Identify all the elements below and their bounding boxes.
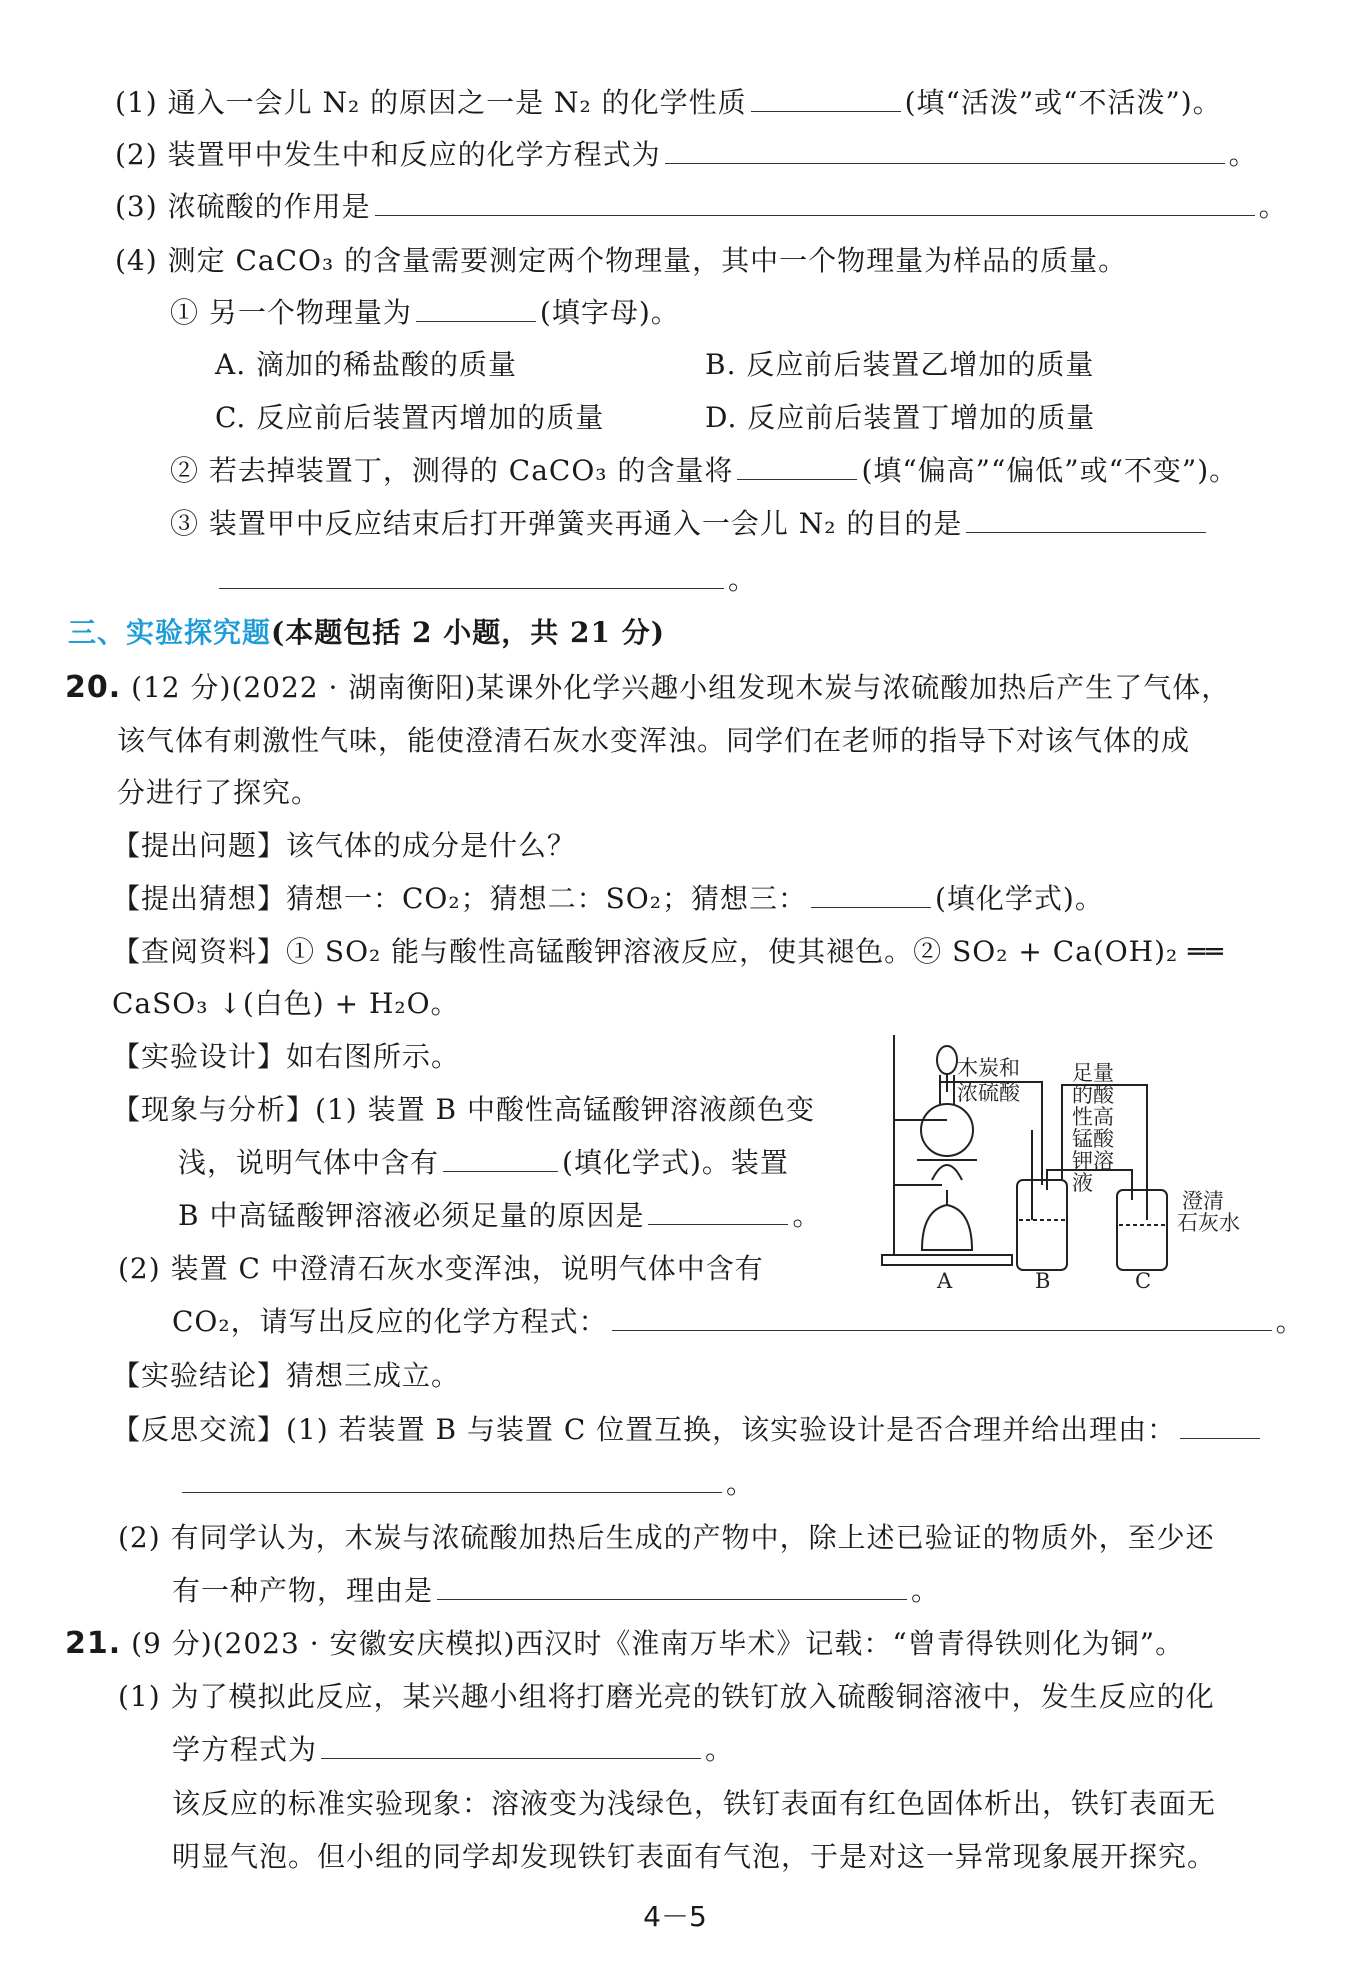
q21-line-3	[172, 1730, 734, 1770]
q4-2-tail: (填“偏高”“偏低”或“不变”)。	[861, 454, 1239, 487]
q20-reflect-3-line	[172, 1571, 940, 1611]
q20-line-2: 该气体有刺激性气味，能使澄清石灰水变浑浊。同学们在老师的指导下对该气体的成	[117, 724, 1191, 757]
q21-line-1	[65, 1624, 1184, 1664]
q3-text: (3) 浓硫酸的作用是	[115, 190, 371, 223]
reagent-2-4: 钾溶	[1072, 1149, 1114, 1173]
q20-reflect-3: 有一种产物，理由是	[172, 1574, 434, 1607]
reagent-2-2: 性高	[1072, 1105, 1114, 1129]
q20-reflect-1-cont	[178, 1464, 755, 1504]
q20-phen-5-period: 。	[1275, 1305, 1305, 1338]
alcohol-lamp	[922, 1205, 972, 1250]
page-number: 4－5	[643, 1900, 707, 1933]
q2-text: (2) 装置甲中发生中和反应的化学方程式为	[115, 138, 661, 171]
q2-period: 。	[1228, 138, 1258, 171]
q20-phen-5-line	[172, 1302, 1305, 1342]
q20-reflect-1-line	[112, 1410, 1264, 1450]
q4-3-text: ③ 装置甲中反应结束后打开弹簧夹再通入一会儿 N₂ 的目的是	[170, 507, 963, 540]
q20-phen-5: CO₂，请写出反应的化学方程式：	[172, 1305, 608, 1338]
stand-base	[882, 1255, 1012, 1265]
q4-3-blank[interactable]	[966, 504, 1206, 533]
q21-equation-blank[interactable]	[321, 1730, 701, 1759]
reagent-2-0: 足量	[1072, 1061, 1114, 1085]
q20-problem: 【提出问题】该气体的成分是什么？	[112, 829, 577, 862]
q1-tail: (填“活泼”或“不活泼”)。	[904, 86, 1222, 119]
q4-2-text: ② 若去掉装置丁，测得的 CaCO₃ 的含量将	[170, 454, 734, 487]
q20-phen-blank-1[interactable]	[443, 1143, 558, 1172]
q20-phen-1: 【现象与分析】(1) 装置 B 中酸性高锰酸钾溶液颜色变	[112, 1093, 815, 1126]
q20-reflect-blank-2[interactable]	[182, 1464, 722, 1493]
q20-line-3: 分进行了探究。	[117, 776, 321, 809]
q20-reflect-2: (2) 有同学认为，木炭与浓硫酸加热后生成的产物中，除上述已验证的物质外，至少还	[118, 1521, 1215, 1554]
q3-blank[interactable]	[375, 187, 1255, 216]
reagent-3-line-1: 澄清	[1182, 1189, 1224, 1213]
flame	[932, 1165, 962, 1180]
option-c: C. 反应前后装置丙增加的质量	[215, 401, 605, 434]
q20-phen-2-tail: (填化学式)。装置	[562, 1146, 789, 1179]
q20-ref-1: 【查阅资料】① SO₂ 能与酸性高锰酸钾溶液反应，使其褪色。② SO₂ + Ca(OH)₂ ══	[112, 935, 1224, 968]
option-b: B. 反应前后装置乙增加的质量	[705, 348, 1095, 381]
q20-guess: 【提出猜想】猜想一：CO₂；猜想二：SO₂；猜想三：	[112, 882, 807, 915]
section-3-title: 三、实验探究题	[68, 616, 272, 649]
reagent-2-1: 的酸	[1072, 1083, 1114, 1107]
q4-1-text: ① 另一个物理量为	[170, 296, 412, 329]
q1-line	[115, 83, 1222, 123]
q4-1-blank[interactable]	[416, 293, 536, 322]
q1-blank[interactable]	[751, 83, 901, 112]
q3-line	[115, 187, 1288, 227]
q20-phen-2: 浅，说明气体中含有	[178, 1146, 440, 1179]
q21-line-3-text: 学方程式为	[172, 1733, 318, 1766]
q20-number: 20.	[65, 670, 122, 705]
q20-equation-blank[interactable]	[612, 1302, 1272, 1331]
section-3-header	[68, 613, 665, 653]
q20-reflect-blank-3[interactable]	[437, 1571, 907, 1600]
q20-intro-1: (12 分)(2022 · 湖南衡阳)某课外化学兴趣小组发现木炭与浓硫酸加热后产生了气体，	[131, 671, 1231, 704]
q21-line-5: 明显气泡。但小组的同学却发现铁钉表面有气泡，于是对这一异常现象展开探究。	[172, 1840, 1217, 1873]
label-b: B	[1035, 1269, 1051, 1290]
bottle-c	[1117, 1190, 1167, 1270]
q4-2-line	[170, 451, 1238, 491]
q4-3-period: 。	[728, 563, 758, 596]
bottle-b	[1017, 1180, 1067, 1270]
q21-line-4: 该反应的标准实验现象：溶液变为浅绿色，铁钉表面有红色固体析出，铁钉表面无	[172, 1787, 1217, 1820]
section-3-note: (本题包括 2 小题，共 21 分)	[271, 616, 665, 649]
q4-1-tail: (填字母)。	[539, 296, 680, 329]
reagent-2-5: 液	[1072, 1171, 1093, 1195]
q20-guess-tail: (填化学式)。	[934, 882, 1104, 915]
q4-3-blank-2[interactable]	[219, 560, 724, 589]
q20-reflect-3-period: 。	[911, 1574, 941, 1607]
reagent-1-line-1: 木炭和	[957, 1056, 1020, 1080]
q4-3-line	[170, 504, 1210, 544]
q20-guess-line	[112, 879, 1104, 919]
q4-text: (4) 测定 CaCO₃ 的含量需要测定两个物理量，其中一个物理量为样品的质量。	[115, 244, 1128, 277]
option-a: A. 滴加的稀盐酸的质量	[215, 348, 518, 381]
q4-line	[115, 241, 1127, 281]
q20-line-1	[65, 668, 1230, 708]
q20-reflect-blank-1[interactable]	[1180, 1410, 1260, 1439]
q4-3-cont	[215, 560, 757, 600]
q20-reflect-1: 【反思交流】(1) 若装置 B 与装置 C 位置互换，该实验设计是否合理并给出理由：	[112, 1413, 1177, 1446]
flask	[921, 1104, 973, 1156]
q2-line	[115, 135, 1258, 175]
label-c: C	[1135, 1269, 1152, 1290]
q20-phen-3-period: 。	[792, 1199, 822, 1232]
q4-1-line	[170, 293, 680, 333]
q20-guess-blank[interactable]	[811, 879, 931, 908]
q20-phen-4: (2) 装置 C 中澄清石灰水变浑浊，说明气体中含有	[118, 1252, 764, 1285]
q21-number: 21.	[65, 1626, 122, 1661]
q21-line-3-period: 。	[705, 1733, 735, 1766]
q3-period: 。	[1258, 190, 1288, 223]
q20-phen-2-line	[178, 1143, 789, 1183]
q20-reflect-period: 。	[726, 1467, 756, 1500]
q20-phen-3-line	[178, 1196, 822, 1236]
reagent-3-line-2: 石灰水	[1177, 1211, 1240, 1235]
q21-line-2: (1) 为了模拟此反应，某兴趣小组将打磨光亮的铁钉放入硫酸铜溶液中，发生反应的化	[118, 1680, 1215, 1713]
q2-blank[interactable]	[665, 135, 1225, 164]
reagent-2-3: 锰酸	[1072, 1127, 1114, 1151]
option-d: D. 反应前后装置丁增加的质量	[705, 401, 1096, 434]
reagent-1-line-2: 浓硫酸	[957, 1081, 1020, 1105]
q20-design: 【实验设计】如右图所示。	[112, 1040, 461, 1073]
q4-2-blank[interactable]	[737, 451, 857, 480]
q21-intro: (9 分)(2023 · 安徽安庆模拟)西汉时《淮南万毕术》记载：“曾青得铁则化为铜”。	[131, 1627, 1185, 1660]
apparatus-diagram	[872, 1030, 1312, 1290]
label-a: A	[937, 1269, 953, 1290]
q20-phen-blank-2[interactable]	[648, 1196, 788, 1225]
funnel	[937, 1046, 957, 1074]
q20-phen-3: B 中高锰酸钾溶液必须足量的原因是	[178, 1199, 645, 1232]
q1-text: (1) 通入一会儿 N₂ 的原因之一是 N₂ 的化学性质	[115, 86, 747, 119]
q20-conclusion: 【实验结论】猜想三成立。	[112, 1359, 461, 1392]
q20-ref-2: CaSO₃ ↓(白色) + H₂O。	[112, 987, 460, 1020]
